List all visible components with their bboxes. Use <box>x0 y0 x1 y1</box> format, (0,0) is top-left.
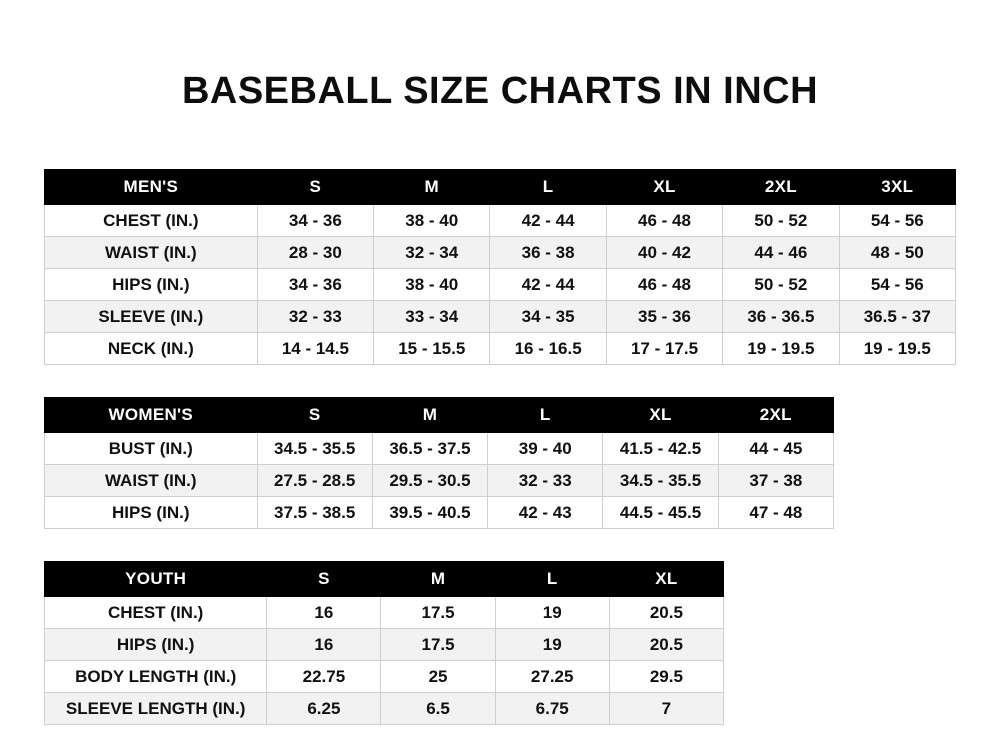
youth-body-length-m: 25 <box>381 661 495 693</box>
table-row <box>45 433 834 465</box>
youth-body-length-xl: 29.5 <box>609 661 723 693</box>
youth-sleeve-length-s: 6.25 <box>267 693 381 725</box>
womens-waist-s: 27.5 - 28.5 <box>257 465 372 497</box>
womens-hips-m: 39.5 - 40.5 <box>372 497 487 529</box>
mens-row-label-hips: HIPS (IN.) <box>45 269 258 301</box>
mens-header-m: M <box>374 170 490 205</box>
mens-waist-l: 36 - 38 <box>490 237 606 269</box>
mens-sleeve-l: 34 - 35 <box>490 301 606 333</box>
womens-row-label-bust: BUST (IN.) <box>45 433 258 465</box>
womens-bust-m: 36.5 - 37.5 <box>372 433 487 465</box>
mens-header-3xl: 3XL <box>839 170 955 205</box>
mens-row-label-chest: CHEST (IN.) <box>45 205 258 237</box>
mens-row-label-sleeve: SLEEVE (IN.) <box>45 301 258 333</box>
womens-bust-s: 34.5 - 35.5 <box>257 433 372 465</box>
mens-waist-3xl: 48 - 50 <box>839 237 955 269</box>
youth-header-l: L <box>495 562 609 597</box>
table-row <box>45 497 834 529</box>
womens-row-label-waist: WAIST (IN.) <box>45 465 258 497</box>
mens-size-table <box>44 169 956 365</box>
youth-hips-s: 16 <box>267 629 381 661</box>
tables-container <box>0 169 1000 725</box>
womens-header-2xl: 2XL <box>718 398 833 433</box>
table-row <box>45 333 956 365</box>
womens-header-category: WOMEN'S <box>45 398 258 433</box>
table-row <box>45 205 956 237</box>
mens-neck-xl: 17 - 17.5 <box>606 333 722 365</box>
mens-hips-2xl: 50 - 52 <box>723 269 839 301</box>
mens-header-category: MEN'S <box>45 170 258 205</box>
mens-header-xl: XL <box>606 170 722 205</box>
table-row <box>45 301 956 333</box>
youth-chest-s: 16 <box>267 597 381 629</box>
mens-row-label-waist: WAIST (IN.) <box>45 237 258 269</box>
womens-waist-xl: 34.5 - 35.5 <box>603 465 718 497</box>
youth-header-category: YOUTH <box>45 562 267 597</box>
mens-chest-2xl: 50 - 52 <box>723 205 839 237</box>
mens-header-s: S <box>257 170 373 205</box>
mens-sleeve-s: 32 - 33 <box>257 301 373 333</box>
youth-chest-l: 19 <box>495 597 609 629</box>
mens-sleeve-m: 33 - 34 <box>374 301 490 333</box>
mens-hips-s: 34 - 36 <box>257 269 373 301</box>
womens-hips-2xl: 47 - 48 <box>718 497 833 529</box>
womens-bust-l: 39 - 40 <box>488 433 603 465</box>
youth-hips-xl: 20.5 <box>609 629 723 661</box>
youth-chest-m: 17.5 <box>381 597 495 629</box>
youth-header-s: S <box>267 562 381 597</box>
youth-row-label-chest: CHEST (IN.) <box>45 597 267 629</box>
youth-hips-m: 17.5 <box>381 629 495 661</box>
youth-row-label-body-length: BODY LENGTH (IN.) <box>45 661 267 693</box>
womens-bust-xl: 41.5 - 42.5 <box>603 433 718 465</box>
table-row <box>45 465 834 497</box>
mens-chest-s: 34 - 36 <box>257 205 373 237</box>
mens-row-label-neck: NECK (IN.) <box>45 333 258 365</box>
mens-header-2xl: 2XL <box>723 170 839 205</box>
mens-neck-l: 16 - 16.5 <box>490 333 606 365</box>
womens-header-xl: XL <box>603 398 718 433</box>
womens-header-row <box>45 398 834 433</box>
mens-hips-m: 38 - 40 <box>374 269 490 301</box>
youth-header-row <box>45 562 724 597</box>
mens-sleeve-3xl: 36.5 - 37 <box>839 301 955 333</box>
table-row <box>45 661 724 693</box>
youth-body-length-s: 22.75 <box>267 661 381 693</box>
mens-chest-m: 38 - 40 <box>374 205 490 237</box>
womens-row-label-hips: HIPS (IN.) <box>45 497 258 529</box>
mens-hips-l: 42 - 44 <box>490 269 606 301</box>
womens-waist-2xl: 37 - 38 <box>718 465 833 497</box>
mens-neck-m: 15 - 15.5 <box>374 333 490 365</box>
youth-body-length-l: 27.25 <box>495 661 609 693</box>
mens-waist-2xl: 44 - 46 <box>723 237 839 269</box>
mens-sleeve-xl: 35 - 36 <box>606 301 722 333</box>
mens-chest-l: 42 - 44 <box>490 205 606 237</box>
womens-waist-m: 29.5 - 30.5 <box>372 465 487 497</box>
youth-chest-xl: 20.5 <box>609 597 723 629</box>
mens-header-row <box>45 170 956 205</box>
mens-waist-xl: 40 - 42 <box>606 237 722 269</box>
mens-sleeve-2xl: 36 - 36.5 <box>723 301 839 333</box>
mens-chest-xl: 46 - 48 <box>606 205 722 237</box>
womens-hips-l: 42 - 43 <box>488 497 603 529</box>
youth-sleeve-length-l: 6.75 <box>495 693 609 725</box>
mens-waist-m: 32 - 34 <box>374 237 490 269</box>
mens-hips-xl: 46 - 48 <box>606 269 722 301</box>
youth-header-m: M <box>381 562 495 597</box>
table-row <box>45 237 956 269</box>
womens-header-l: L <box>488 398 603 433</box>
womens-waist-l: 32 - 33 <box>488 465 603 497</box>
page-title: BASEBALL SIZE CHARTS IN INCH <box>181 70 819 112</box>
table-row <box>45 693 724 725</box>
youth-sleeve-length-m: 6.5 <box>381 693 495 725</box>
mens-hips-3xl: 54 - 56 <box>839 269 955 301</box>
youth-hips-l: 19 <box>495 629 609 661</box>
youth-header-xl: XL <box>609 562 723 597</box>
mens-neck-s: 14 - 14.5 <box>257 333 373 365</box>
womens-header-m: M <box>372 398 487 433</box>
mens-waist-s: 28 - 30 <box>257 237 373 269</box>
mens-chest-3xl: 54 - 56 <box>839 205 955 237</box>
mens-neck-3xl: 19 - 19.5 <box>839 333 955 365</box>
youth-row-label-hips: HIPS (IN.) <box>45 629 267 661</box>
mens-neck-2xl: 19 - 19.5 <box>723 333 839 365</box>
womens-size-table <box>44 397 834 529</box>
mens-header-l: L <box>490 170 606 205</box>
table-row <box>45 597 724 629</box>
table-row <box>45 269 956 301</box>
table-row <box>45 629 724 661</box>
womens-hips-xl: 44.5 - 45.5 <box>603 497 718 529</box>
youth-sleeve-length-xl: 7 <box>609 693 723 725</box>
womens-header-s: S <box>257 398 372 433</box>
youth-row-label-sleeve-length: SLEEVE LENGTH (IN.) <box>45 693 267 725</box>
womens-bust-2xl: 44 - 45 <box>718 433 833 465</box>
youth-size-table <box>44 561 724 725</box>
womens-hips-s: 37.5 - 38.5 <box>257 497 372 529</box>
